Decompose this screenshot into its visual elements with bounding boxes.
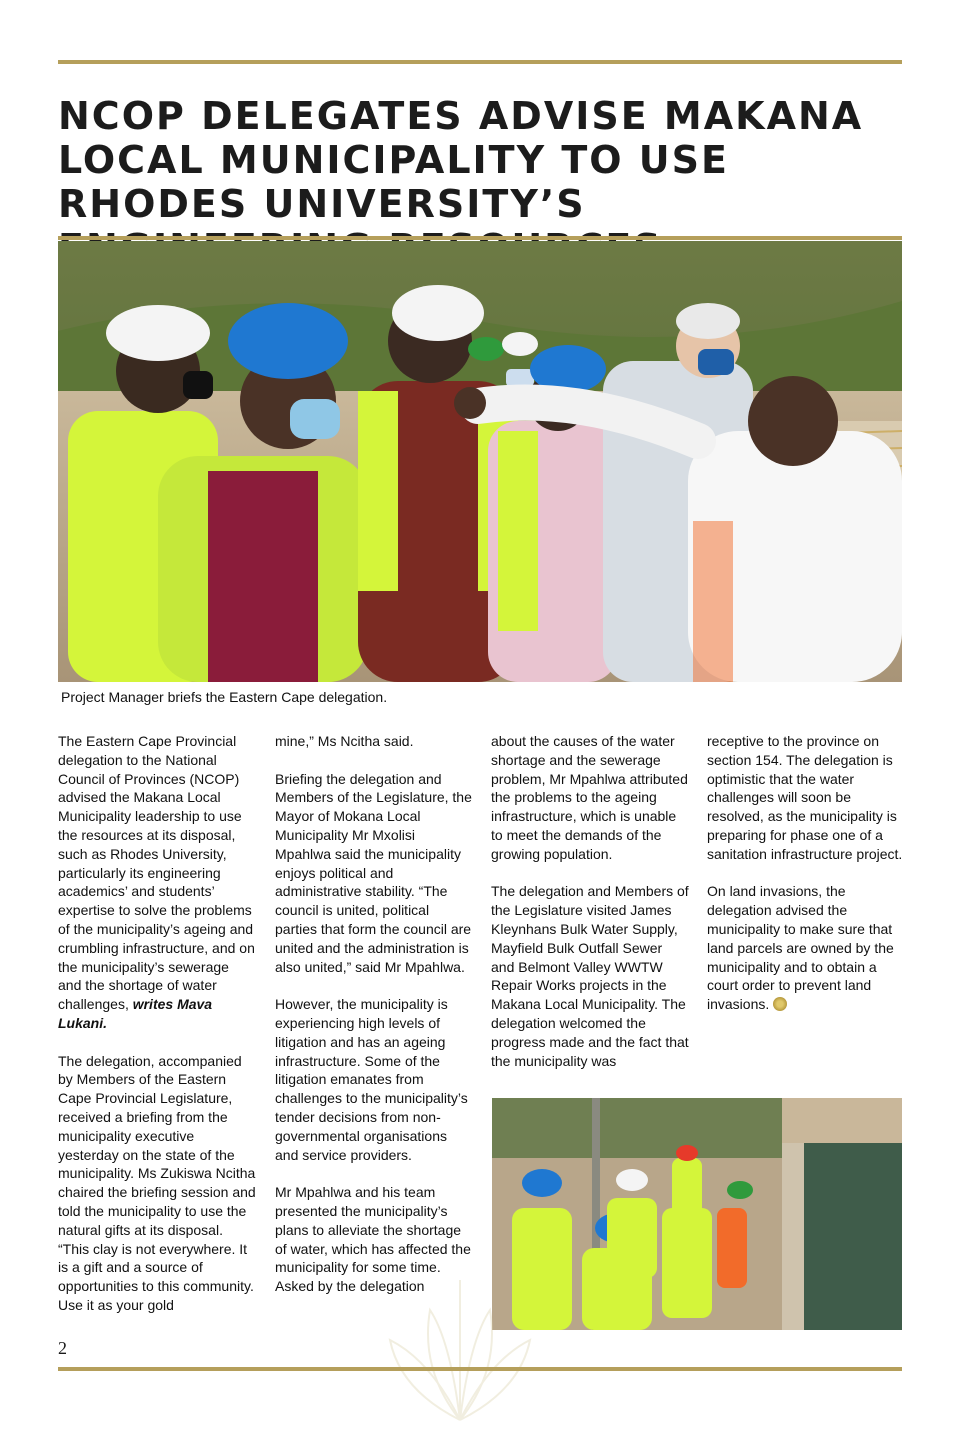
title-underline-rule [58,236,902,240]
article-title: NCOP DELEGATES ADVISE MAKANA LOCAL MUNICIPALITY TO USE RHODES UNIVERSITY’S [58,94,864,226]
byline: writes Mava Lukani. [58,996,213,1031]
paragraph: receptive to the province on section 154. The delegation is optimistic that the water challenges will soon be resolved, as the municipality is preparing for phase one of a sanitation infrastructure project. [707,733,903,862]
bottom-rule [58,1367,902,1371]
closing-text: On land invasions, the delegation advised the municipality to make sure that land parcels are owned by the municipality and to obtain a court order to prevent land invasions. [707,883,894,1013]
paragraph [58,732,256,1033]
intro-text: The Eastern Cape Provincial delegation to the National Council of Provinces (NCOP) advised the Makana Local Municipality leadership to use the resources at its disposal, such as Rhodes University, particularly its engineering academics’ and students’ expertise to solve the problems of the municipality’s ageing and crumbling infrastructure, and on the municipality’s sewerage and the shortage of water challenges, [58,733,255,1013]
paragraph [707,882,905,1014]
paragraph: Mr Mpahlwa and his team presented the municipality’s plans to alleviate the shortage of water, which has affected the municipality for some time. Asked by the delegation [275,1184,471,1295]
secondary-photo [492,1098,902,1330]
main-photo [58,241,902,682]
paragraph: Briefing the delegation and Members of the Legislature, the Mayor of Mokana Local Municipality Mr Mxolisi Mpahlwa said the municipality enjoys political and administrative stability. “The council is united, political parties that form the council are united and the administration is also united,” said Mr Mpahlwa. [275,770,472,975]
protea-watermark-icon [380,1250,540,1430]
paragraph: The delegation and Members of the Legislature visited James Kleynhans Bulk Water Supply, Mayfield Bulk Outfall Sewer and Belmont Valley WWTW Repair Works projects in the Makana Local Municipality. The delegation welcomed the progress made and the fact that the municipality was [491,883,689,1069]
photo-caption: Project Manager briefs the Eastern Cape delegation. [61,689,388,705]
paragraph: However, the municipality is experiencing high levels of litigation and has an ageing infrastructure. Some of the litigation emanates from challenges to the municipality’s tender decisions from non-governmental organisations and service providers. [275,996,468,1163]
paragraph: The delegation, accompanied by Members of the Eastern Cape Provincial Legislature, received a briefing from the municipality executive yesterday on the state of the municipality. Ms Zukiswa Ncitha chaired the briefing session and told the municipality to use the natural gifts at its disposal. “This clay is not everywhere. It is a gift and a source of opportunities to this community. Use it as your gold [58,1052,256,1313]
page-number: 2 [58,1338,67,1358]
text-column-1 [58,732,256,1334]
end-mark-emblem-icon [773,997,787,1011]
paragraph: mine,” Ms Ncitha said. [275,733,414,749]
paragraph: about the causes of the water shortage and the sewerage problem, Mr Mpahlwa attributed the problems to the ageing infrastructure, which is unable to meet the demands of the growing population. [491,733,688,862]
text-column-3 [491,732,689,1089]
text-column-2 [275,732,473,1315]
top-rule [58,60,902,64]
text-column-4 [707,732,905,1033]
